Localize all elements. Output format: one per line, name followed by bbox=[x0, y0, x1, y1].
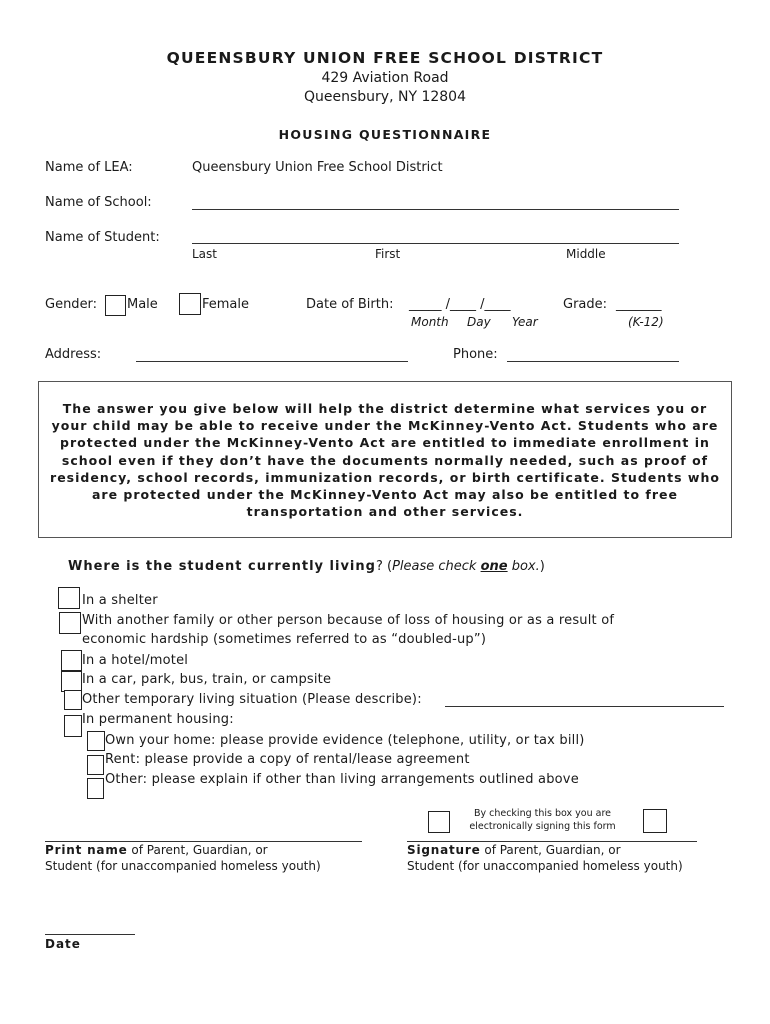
other-temp-checkbox[interactable] bbox=[64, 690, 82, 710]
signature-rest: of Parent, Guardian, or bbox=[480, 843, 621, 857]
doubled-up-label-line2: economic hardship (sometimes referred to as “doubled-up”) bbox=[82, 632, 487, 647]
school-label: Name of School: bbox=[45, 195, 152, 210]
other-housing-checkbox[interactable] bbox=[87, 778, 104, 799]
phone-label: Phone: bbox=[453, 347, 498, 362]
student-first-label: First bbox=[375, 247, 401, 261]
own-home-label: Own your home: please provide evidence (telephone, utility, or tax bill) bbox=[105, 733, 585, 748]
signature-caption-line2: Student (for unaccompanied homeless youth) bbox=[407, 859, 683, 873]
question-close: ) bbox=[539, 559, 545, 574]
question-italic-post: box. bbox=[507, 559, 540, 574]
grade-field[interactable]: _______ bbox=[616, 297, 662, 312]
question-emph: one bbox=[480, 559, 508, 574]
date-label: Date bbox=[45, 937, 81, 951]
rent-label: Rent: please provide a copy of rental/lease agreement bbox=[105, 752, 470, 767]
lea-value: Queensbury Union Free School District bbox=[192, 160, 443, 175]
esign-note-line2: electronically signing this form bbox=[469, 821, 616, 832]
dob-label: Date of Birth: bbox=[306, 297, 394, 312]
gender-female-checkbox[interactable] bbox=[179, 293, 201, 315]
car-checkbox[interactable] bbox=[61, 671, 82, 692]
dob-day-label: Day bbox=[467, 315, 491, 329]
dob-year-label: Year bbox=[512, 315, 538, 329]
permanent-label: In permanent housing: bbox=[82, 712, 234, 727]
student-last-label: Last bbox=[192, 247, 217, 261]
other-temp-label: Other temporary living situation (Please describe): bbox=[82, 692, 422, 707]
print-name-rest: of Parent, Guardian, or bbox=[127, 843, 268, 857]
own-home-checkbox[interactable] bbox=[87, 731, 105, 751]
gender-female-label: Female bbox=[202, 297, 250, 312]
doubled-up-label-line1: With another family or other person because of loss of housing or as a result of bbox=[82, 613, 615, 628]
shelter-checkbox[interactable] bbox=[58, 587, 80, 609]
form-title: HOUSING QUESTIONNAIRE bbox=[278, 127, 492, 142]
esign-note bbox=[455, 808, 630, 832]
student-label: Name of Student: bbox=[45, 230, 160, 245]
print-name-bold: Print name bbox=[45, 843, 128, 857]
car-label: In a car, park, bus, train, or campsite bbox=[82, 672, 332, 687]
question-bold: Where is the student currently living bbox=[68, 559, 376, 574]
esign-checkbox-right[interactable] bbox=[643, 809, 667, 833]
grade-label: Grade: bbox=[563, 297, 608, 312]
dob-field[interactable]: _____ /____ /____ bbox=[409, 297, 511, 312]
grade-range-label: (K-12) bbox=[628, 315, 664, 329]
other-temp-describe-field[interactable] bbox=[445, 706, 724, 707]
hotel-checkbox[interactable] bbox=[61, 650, 82, 671]
question-italic-pre: Please check bbox=[392, 559, 481, 574]
phone-field[interactable] bbox=[507, 361, 679, 362]
esign-note-line1: By checking this box you are bbox=[473, 808, 612, 819]
district-name: QUEENSBURY UNION FREE SCHOOL DISTRICT bbox=[166, 49, 604, 67]
gender-male-label: Male bbox=[127, 297, 158, 312]
print-name-caption bbox=[45, 843, 268, 857]
signature-caption bbox=[407, 843, 621, 857]
notice-text: The answer you give below will help the district determine what services you or your child may be able to receive under the McKinney-Vento Act. Students who are protected under the McKinney-Vento Act are entitled to immediate enrollment in school even if they don’t have the documents normally needed, such as proof of residency, school records, immunization records, or birth certificate. Students who are protected under the McKinney-Vento Act may also be entitled to free transportation and other services. bbox=[50, 401, 720, 520]
living-question bbox=[68, 559, 545, 574]
permanent-checkbox[interactable] bbox=[64, 715, 82, 737]
student-middle-label: Middle bbox=[566, 247, 606, 261]
question-qmark: ? ( bbox=[375, 559, 393, 574]
doubled-up-checkbox[interactable] bbox=[59, 612, 81, 634]
address-field[interactable] bbox=[136, 361, 408, 362]
gender-label: Gender: bbox=[45, 297, 98, 312]
school-field[interactable] bbox=[192, 209, 679, 210]
lea-label: Name of LEA: bbox=[45, 160, 133, 175]
esign-checkbox-left[interactable] bbox=[428, 811, 450, 833]
gender-male-checkbox[interactable] bbox=[105, 295, 126, 316]
dob-month-label: Month bbox=[411, 315, 449, 329]
student-name-field[interactable] bbox=[192, 243, 679, 244]
date-line[interactable] bbox=[45, 934, 135, 935]
signature-line[interactable] bbox=[407, 841, 697, 842]
district-city: Queensbury, NY 12804 bbox=[304, 89, 466, 105]
signature-bold: Signature bbox=[407, 843, 481, 857]
hotel-label: In a hotel/motel bbox=[82, 653, 189, 668]
print-name-line[interactable] bbox=[45, 841, 362, 842]
shelter-label: In a shelter bbox=[82, 593, 158, 608]
print-name-caption-line2: Student (for unaccompanied homeless youth) bbox=[45, 859, 321, 873]
other-housing-label: Other: please explain if other than living arrangements outlined above bbox=[105, 772, 579, 787]
address-label: Address: bbox=[45, 347, 102, 362]
rent-checkbox[interactable] bbox=[87, 755, 104, 775]
district-street: 429 Aviation Road bbox=[321, 70, 449, 86]
